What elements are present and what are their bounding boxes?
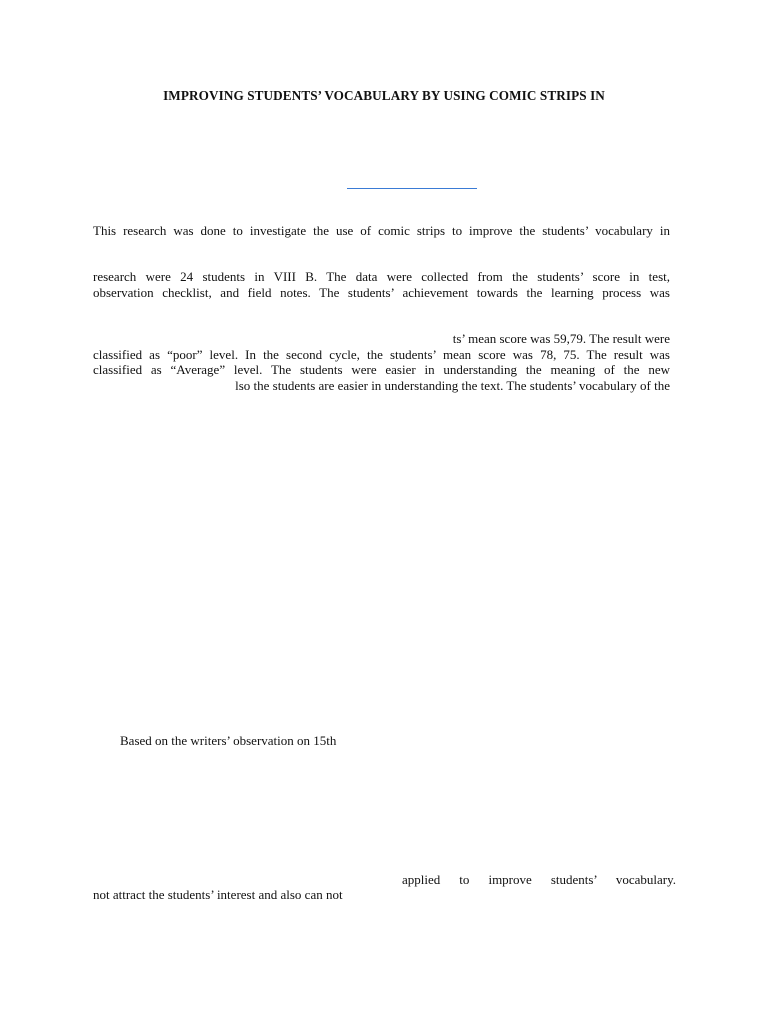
abstract-line-6: classified as “Average” level. The students were easier in understanding the meaning of the new [93,362,670,377]
intro-line-1: Based on the writers’ observation on 15th [120,733,337,748]
abstract-line-5: classified as “poor” level. In the second cycle, the students’ mean score was 78, 75. The result was [93,347,670,362]
author-link-underline[interactable] [347,188,477,189]
abstract-line-2: research were 24 students in VIII B. The data were collected from the students’ score in test, [93,269,670,284]
intro-line-3: not attract the students’ interest and also can not [93,887,343,902]
abstract-line-4: ts’ mean score was 59,79. The result were [452,331,670,346]
abstract-line-7: lso the students are easier in understanding the text. The students’ vocabulary of the [235,378,670,393]
abstract-line-1: This research was done to investigate the use of comic strips to improve the students’ vocabulary in [93,223,670,238]
page-title: IMPROVING STUDENTS’ VOCABULARY BY USING COMIC STRIPS IN [163,88,605,103]
intro-line-2: applied to improve students’ vocabulary. [402,872,676,887]
abstract-line-3: observation checklist, and field notes. The students’ achievement towards the learning process was [93,285,670,300]
